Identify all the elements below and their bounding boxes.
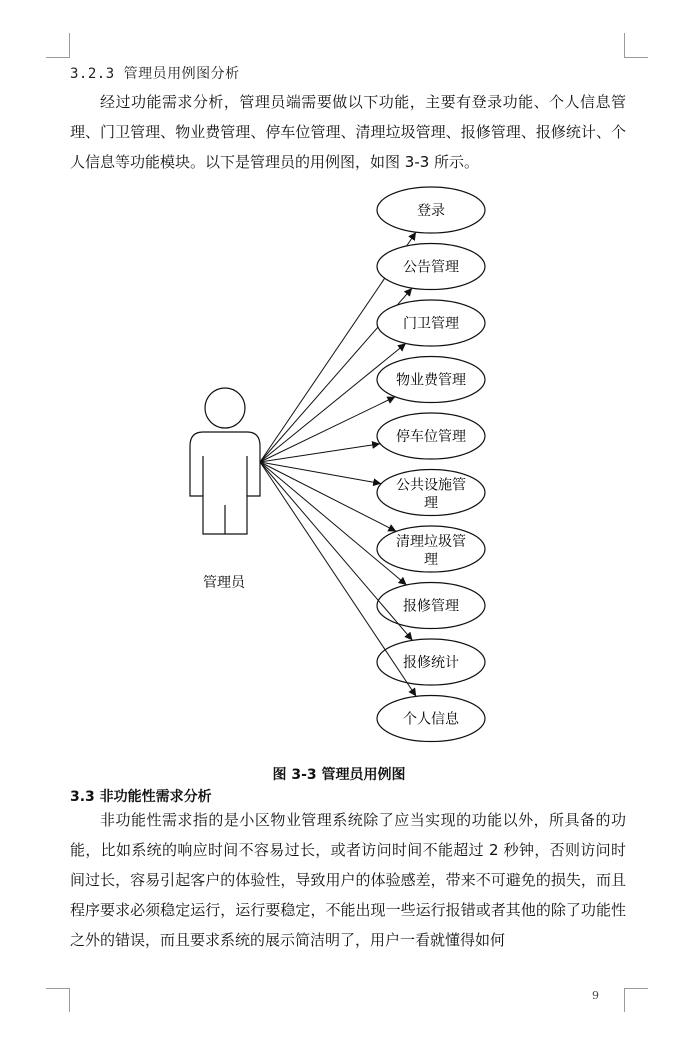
use-case-label: 登录 bbox=[417, 203, 445, 219]
use-case-label: 停车位管理 bbox=[396, 429, 466, 445]
actor-figure bbox=[190, 388, 260, 534]
figure-caption: 图 3-3 管理员用例图 bbox=[272, 767, 406, 783]
use-case-label: 物业费管理 bbox=[396, 372, 466, 389]
association-arrow bbox=[260, 462, 396, 531]
section-heading: 3.2.3 管理员用例图分析 bbox=[70, 66, 240, 82]
use-case-label: 公告管理 bbox=[403, 259, 459, 276]
section-title: 3.3 非功能性需求分析 bbox=[70, 789, 212, 805]
use-case-label: 门卫管理 bbox=[403, 316, 459, 332]
body-paragraph: 非功能性需求指的是小区物业管理系统除了应当实现的功能以外，所具备的功能，比如系统的响应时间不容易过长，或者访问时间不能超过 2 秒钟，否则访问时间过长，容易引起客户的体验性，导致用户的体验感差，带来不可避免的损失，而且程序要求必须稳定运行，运行要稳定，不能出现一些运行报错或者其他的除了功能性之外的错误，而且要求系统的展示简洁明了，用户一看就懂得如何 bbox=[70, 811, 626, 949]
use-case-label: 报修管理 bbox=[403, 598, 459, 615]
actor-label: 管理员 bbox=[203, 575, 245, 591]
use-case-label-line2: 理 bbox=[424, 552, 438, 568]
use-case-label: 个人信息 bbox=[403, 711, 459, 728]
use-case-label: 公共设施管 bbox=[396, 477, 466, 494]
intro-paragraph: 经过功能需求分析，管理员端需要做以下功能，主要有登录功能、个人信息管理、门卫管理、物业费管理、停车位管理、清理垃圾管理、报修管理、报修统计、个人信息等功能模块。以下是管理员的用例图，如图 3-3 所示。 bbox=[70, 93, 626, 171]
use-case-label: 清理垃圾管 bbox=[396, 534, 466, 550]
page-number: 9 bbox=[592, 989, 599, 1002]
use-case-label: 报修统计 bbox=[403, 655, 459, 671]
use-case-label-line2: 理 bbox=[424, 495, 438, 512]
association-arrow bbox=[260, 462, 381, 484]
